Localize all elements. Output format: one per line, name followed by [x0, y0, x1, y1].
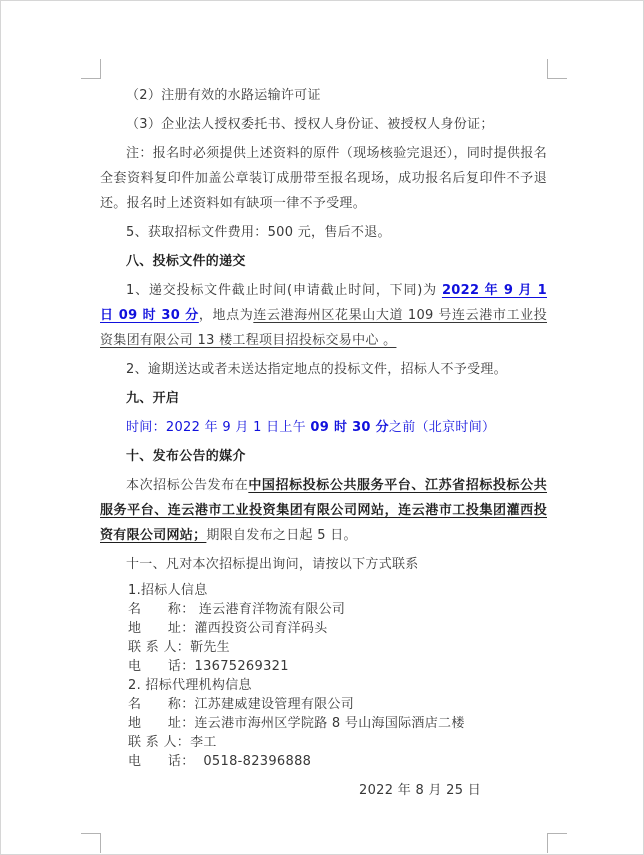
para-submission-deadline	[100, 278, 547, 353]
para-section-11-contact-intro: 十一、凡对本次招标提出询问，请按以下方式联系	[126, 557, 419, 572]
para-late-delivery: 2、逾期送达或者未送达指定地点的投标文件，招标人不予受理。	[126, 362, 507, 377]
heading-section-9-opening: 九、开启	[126, 391, 180, 406]
para-certificate-3: （3）企业法人授权委托书、授权人身份证、被授权人身份证；	[126, 117, 494, 132]
contact-agency-person: 联 系 人：李工	[128, 735, 217, 750]
contact-tenderer-address: 地 址：灌西投资公司育洋码头	[128, 621, 328, 636]
heading-section-10-media: 十、发布公告的媒介	[126, 449, 246, 464]
submission-address: 连云港海州区花果山大道 109 号连云港市工业投资集团有限公司 13 楼工程项目招投标交易中心 。	[100, 308, 547, 348]
media-prefix-text: 本次招标公告发布在	[126, 478, 249, 493]
submission-mid-text: ，地点为	[198, 308, 254, 323]
submission-deadline-datetime: 2022 年 9 月 1 日 09 时 30 分	[100, 283, 548, 323]
media-platform-names: 中国招标投标公共服务平台、江苏省招标投标公共服务平台、连云港市工业投资集团有限公司网站，连云港市工投集团灌西投资有限公司网站；	[100, 478, 547, 543]
para-announcement-media	[100, 473, 547, 548]
document-body	[100, 83, 547, 801]
contact-agency-phone: 电 话： 0518-82396888	[128, 754, 312, 769]
crop-mark-bottom-right	[547, 833, 567, 853]
media-suffix-text: 期限自发布之日起 5 日。	[206, 528, 357, 543]
heading-section-8-submission: 八、投标文件的递交	[126, 254, 246, 269]
para-registration-note: 注：报名时必须提供上述资料的原件（现场核验完退还），同时提供报名全套资料复印件加盖公章装订成册带至报名现场，成功报名后复印件不予退还。报名时上述资料如有缺项一律不予受理。	[100, 146, 547, 211]
contact-agency-name: 名 称：江苏建威建设管理有限公司	[128, 697, 355, 712]
document-date: 2022 年 8 月 25 日	[359, 783, 482, 798]
contact-agency-header: 2. 招标代理机构信息	[128, 678, 252, 693]
contact-tenderer-phone: 电 话：13675269321	[128, 659, 289, 674]
contact-tenderer-name: 名 称： 连云港育洋物流有限公司	[128, 602, 346, 617]
crop-mark-top-right	[547, 59, 567, 79]
contact-info-block	[100, 581, 547, 771]
crop-mark-top-left	[81, 59, 101, 79]
submission-prefix-text: 1、递交投标文件截止时间(申请截止时间，下同)为	[126, 283, 442, 298]
para-certificate-2: （2）注册有效的水路运输许可证	[126, 88, 321, 103]
contact-tenderer-header: 1.招标人信息	[128, 583, 208, 598]
para-opening-time	[100, 415, 547, 440]
contact-agency-address: 地 址：连云港市海州区学院路 8 号山海国际酒店二楼	[128, 716, 465, 731]
opening-time-value: 09 时 30 分	[310, 420, 389, 435]
opening-time-suffix: 之前（北京时间）	[388, 420, 496, 435]
contact-tenderer-person: 联 系 人：靳先生	[128, 640, 230, 655]
crop-mark-bottom-left	[81, 833, 101, 853]
para-document-fee: 5、获取招标文件费用：500 元，售后不退。	[126, 225, 391, 240]
opening-time-prefix: 时间：2022 年 9 月 1 日上午	[126, 420, 311, 435]
